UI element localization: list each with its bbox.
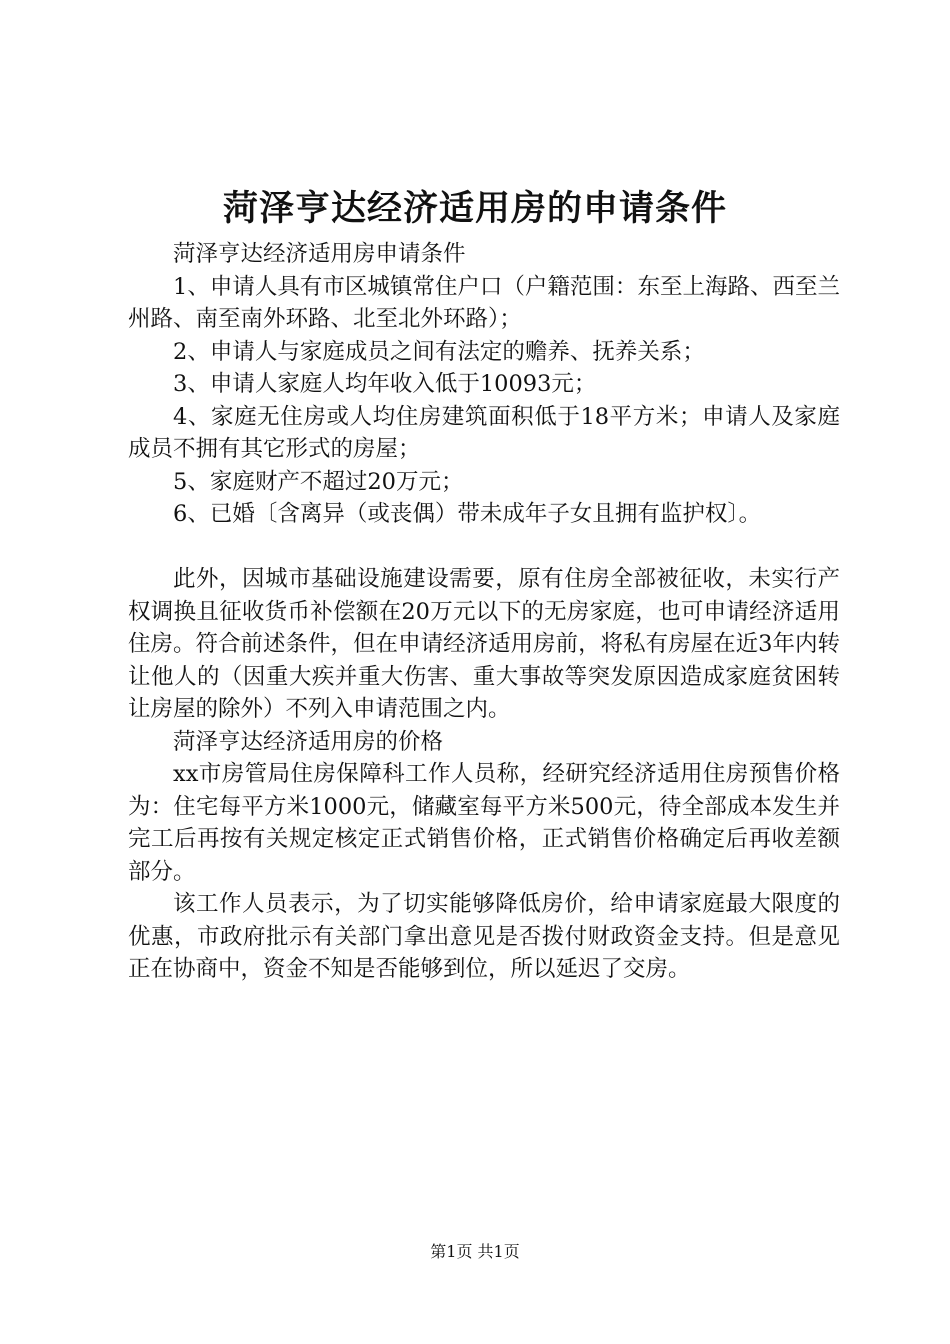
condition-item-6: 6、已婚〔含离异（或丧偶）带未成年子女且拥有监护权〕。 <box>173 501 762 527</box>
funding-paragraph: 该工作人员表示，为了切实能够降低房价，给申请家庭最大限度的优惠，市政府批示有关部门拿出意见是否拨付财政资金支持。但是意见正在协商中，资金不知是否能够到位，所以延迟了交房。 <box>128 891 840 982</box>
section-heading-price: 菏泽亨达经济适用房的价格 <box>173 728 444 755</box>
condition-item-3: 3、申请人家庭人均年收入低于10093元； <box>173 371 597 397</box>
paragraph-spacer <box>128 531 840 564</box>
condition-item-2: 2、申请人与家庭成员之间有法定的赡养、抚养关系； <box>173 338 705 365</box>
price-paragraph: xx市房管局住房保障科工作人员称，经研究经济适用住房预售价格为：住宅每平方米1000元，储藏室每平方米500元，待全部成本发生并完工后再按有关规定核定正式销售价格，正式销售价格确定后再收差额部分。 <box>128 761 840 885</box>
page-footer: 第1页 共1页 <box>430 1242 520 1261</box>
additional-provisions-paragraph: 此外，因城市基础设施建设需要，原有住房全部被征收，未实行产权调换且征收货币补偿额在20万元以下的无房家庭，也可申请经济适用住房。符合前述条件，但在申请经济适用房前，将私有房屋在近3年内转让他人的（因重大疾并重大伤害、重大事故等突发原因造成家庭贫困转让房屋的除外）不列入申请范围之内。 <box>128 566 840 722</box>
document-body <box>128 238 840 986</box>
condition-item-4: 4、家庭无住房或人均住房建筑面积低于18平方米；申请人及家庭成员不拥有其它形式的房屋； <box>128 403 840 462</box>
condition-item-5: 5、家庭财产不超过20万元； <box>173 468 464 495</box>
document-title: 菏泽亨达经济适用房的申请条件 <box>222 188 727 229</box>
condition-item-1: 1、申请人具有市区城镇常住户口（户籍范围：东至上海路、西至兰州路、南至南外环路、北至北外环路）； <box>128 273 840 332</box>
section-heading-conditions: 菏泽亨达经济适用房申请条件 <box>173 241 466 267</box>
